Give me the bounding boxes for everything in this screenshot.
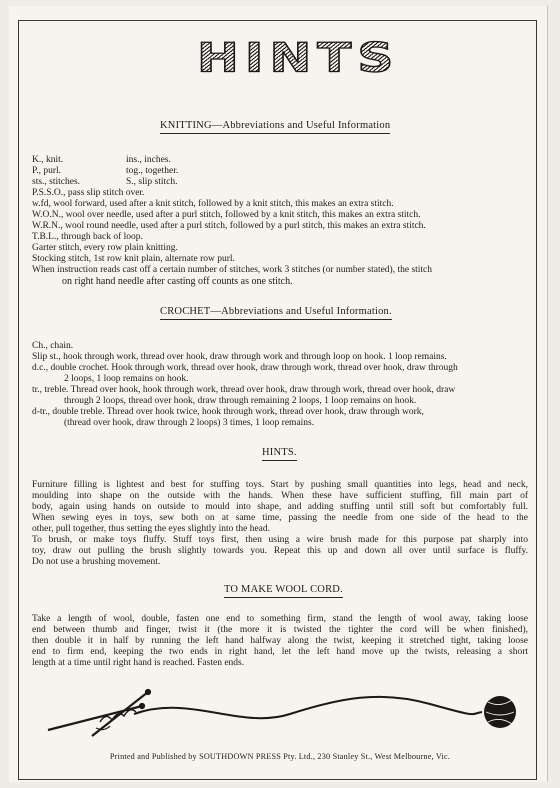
- abbr-knit: K., knit.: [32, 155, 64, 165]
- wool-cord-heading: TO MAKE WOOL CORD.: [224, 584, 343, 595]
- knitting-line: Stocking stitch, 1st row knit plain, alternate row purl.: [32, 254, 235, 264]
- hints-line: other, pull together, thus setting the eyes slightly into the head.: [32, 524, 271, 534]
- knitting-line: P.S.S.O., pass slip stitch over.: [32, 188, 145, 198]
- crochet-line: d.c., double crochet. Hook through work, thread over hook, draw through work, thread over hook, draw through: [32, 363, 458, 373]
- hints-line: When sewing eyes in toys, sew both on at same time, passing the needle from one side of the head to the: [32, 513, 528, 523]
- knitting-line: w.fd, wool forward, used after a knit stitch, followed by a knit stitch, this makes an extra stitch.: [32, 199, 394, 209]
- knitting-illustration: [30, 672, 530, 746]
- knitting-line: on right hand needle after casting off counts as one stitch.: [62, 276, 293, 287]
- hints-line: moulding into shape on the outside with the hands. When these have sufficient stuffing, fill main part of: [32, 491, 528, 501]
- crochet-line: tr., treble. Thread over hook, hook through work, thread over hook, draw through work, thread over hook, draw: [32, 385, 456, 395]
- abbr-slip-stitch: S., slip stitch.: [126, 177, 178, 187]
- hints-line: Furniture filling is lightest and best for stuffing toys. Start by pushing small quantities into legs, head and neck,: [32, 480, 528, 490]
- crochet-line: d-tr., double treble. Thread over hook twice, hook through work, thread over hook, draw through work,: [32, 407, 424, 417]
- wool-cord-line: Take a length of wool, double, fasten one end to something firm, stand the length of wool away, taking loose: [32, 614, 528, 624]
- knitting-line: Garter stitch, every row plain knitting.: [32, 243, 178, 253]
- abbr-purl: P., purl.: [32, 166, 62, 176]
- knitting-line: T.B.L., through back of loop.: [32, 232, 143, 242]
- wool-ball-icon: [484, 696, 516, 728]
- wool-cord-line: then double it in half by running the left hand halfway along the twist, keeping it stretched tight, taking loose: [32, 636, 528, 646]
- knitting-line: W.O.N., wool over needle, used after a purl stitch, followed by a knit stitch, this makes an extra stitch.: [32, 210, 421, 220]
- hints-line: To brush, or make toys fluffy. Stuff toys first, then using a wire brush made for this purpose pat sharply into: [32, 535, 528, 545]
- wool-strand-icon: [134, 697, 482, 718]
- wool-cord-line: end between thumb and finger, twist it (the more it is twisted the tighter the cord will be when finished),: [32, 625, 528, 635]
- page-title: HINTS: [197, 34, 400, 82]
- knitting-heading: KNITTING—Abbreviations and Useful Information: [160, 120, 390, 131]
- publisher-footer: Printed and Published by SOUTHDOWN PRESS Pty. Ltd., 230 Stanley St., West Melbourne, Vic.: [109, 752, 451, 761]
- crochet-line: Slip st., hook through work, thread over hook, draw through work and through loop on hook. 1 loop remains.: [32, 352, 447, 362]
- crochet-line: (thread over hook, draw through 2 loops) 3 times, 1 loop remains.: [64, 418, 315, 428]
- wool-cord-line: end to firm end, keeping the two ends in right hand, let the left hand move up the twists, releasing a short: [32, 647, 528, 657]
- crochet-line: through 2 loops, thread over hook, draw through remaining 2 loops, 1 loop remains on hook.: [64, 396, 417, 406]
- crochet-line: 2 loops, 1 loop remains on hook.: [64, 374, 189, 384]
- hints-line: body, again using hands on outside to mould into shape, and adding stuffing until still soft but comfortably full.: [32, 502, 528, 512]
- knitting-line: W.R.N., wool round needle, used after a purl stitch, followed by a purl stitch, this makes an extra stitch.: [32, 221, 426, 231]
- abbr-together: tog., together.: [126, 166, 179, 176]
- hints-line: Do not use a brushing movement.: [32, 557, 161, 567]
- abbr-stitches: sts., stitches.: [32, 177, 81, 187]
- abbr-inches: ins., inches.: [126, 155, 171, 165]
- wool-cord-line: length at a time until right hand is reached. Fasten ends.: [32, 658, 245, 668]
- hints-line: toy, draw out pulling the brush slightly towards you. Repeat this up and down all over until surface is fluffy.: [32, 546, 528, 556]
- crochet-heading: CROCHET—Abbreviations and Useful Information.: [160, 306, 392, 317]
- crochet-line: Ch., chain.: [32, 341, 74, 351]
- knitting-line: When instruction reads cast off a certain number of stitches, work 3 stitches (or number stated), the stitch: [32, 265, 433, 275]
- hints-heading: HINTS.: [262, 447, 297, 458]
